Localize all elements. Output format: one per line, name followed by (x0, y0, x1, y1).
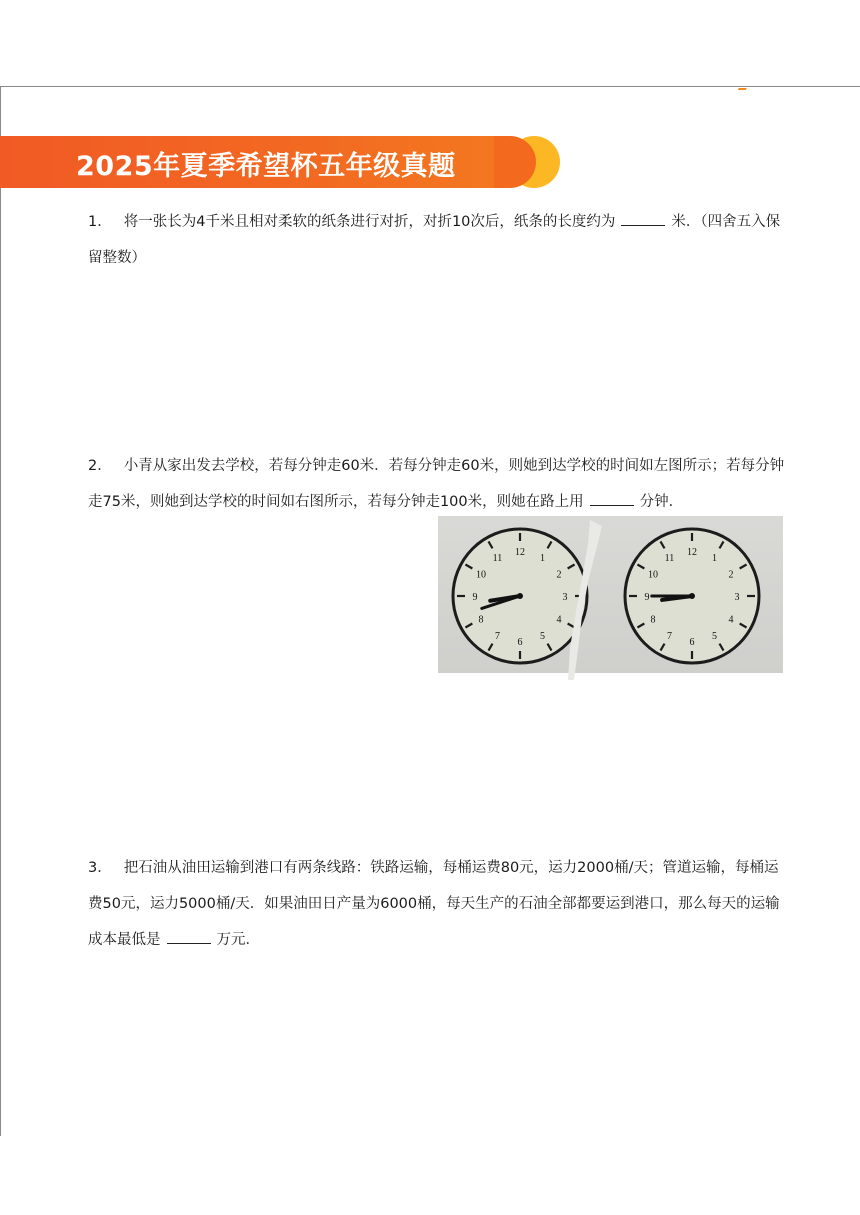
clock-numeral: 10 (648, 569, 659, 581)
question-number: 2． (88, 458, 112, 474)
clock-numeral: 3 (734, 592, 740, 603)
question-text-tail: 米．（四舍五入保留整数） (88, 214, 781, 266)
clock-numeral: 2 (728, 569, 734, 581)
clock-numeral: 6 (517, 637, 523, 648)
clocks-photo (438, 516, 783, 673)
clock-numeral: 9 (472, 592, 478, 603)
clock-numeral: 4 (556, 614, 562, 626)
clock-numeral: 8 (650, 614, 656, 626)
clock-numeral: 11 (664, 553, 675, 565)
clock-center (517, 593, 523, 599)
clock-numeral: 3 (562, 592, 568, 603)
clock-numeral: 8 (478, 614, 484, 626)
title-banner (0, 136, 560, 188)
question-text: 将一张长为4千米且相对柔软的纸条进行对折，对折10次后，纸条的长度约为 (123, 214, 616, 230)
clock-center (689, 593, 695, 599)
question-text: 小青从家出发去学校，若每分钟走60米．若每分钟走60米，则她到达学校的时间如左图所示；若每分钟走75米，则她到达学校的时间如右图所示，若每分钟走100米，则她在路上用 (88, 458, 785, 510)
question-number: 3． (88, 860, 112, 876)
question-text-tail: 万元． (216, 932, 260, 948)
answer-blank[interactable] (621, 209, 665, 226)
question-text-tail: 分钟． (639, 494, 684, 510)
clock-numeral: 4 (728, 614, 734, 626)
clock-numeral: 12 (515, 547, 525, 558)
clock-numeral: 6 (689, 637, 695, 648)
clocks-svg (438, 516, 783, 673)
question-number: 1． (88, 214, 112, 230)
clock-left (453, 529, 587, 663)
clock-numeral: 10 (476, 569, 487, 581)
question-1 (88, 204, 788, 276)
question-2 (88, 448, 788, 520)
clock-numeral: 5 (712, 630, 717, 642)
clock-numeral: 7 (495, 630, 500, 642)
clock-numeral: 11 (492, 553, 503, 565)
photo-tear-mark (568, 520, 608, 680)
page-title: 2025年夏季希望杯五年级真题 (76, 151, 456, 182)
clock-numeral: 1 (712, 553, 717, 565)
clock-numeral: 12 (687, 547, 697, 558)
answer-blank[interactable] (590, 489, 634, 506)
clock-numeral: 1 (540, 553, 545, 565)
question-3 (88, 850, 788, 958)
question-text: 把石油从油田运输到港口有两条线路：铁路运输，每桶运费80元，运力2000桶/天；管道运输，每桶运费50元，运力5000桶/天．如果油田日产量为6000桶，每天生产的石油全部都要运到港口，那么每天的运输成本最低是 (88, 860, 780, 948)
clock-numeral: 7 (667, 630, 672, 642)
clock-numeral: 9 (644, 592, 650, 603)
clock-numeral: 5 (540, 630, 545, 642)
clock-right (625, 529, 759, 663)
answer-blank[interactable] (167, 927, 211, 944)
clock-numeral: 2 (556, 569, 562, 581)
